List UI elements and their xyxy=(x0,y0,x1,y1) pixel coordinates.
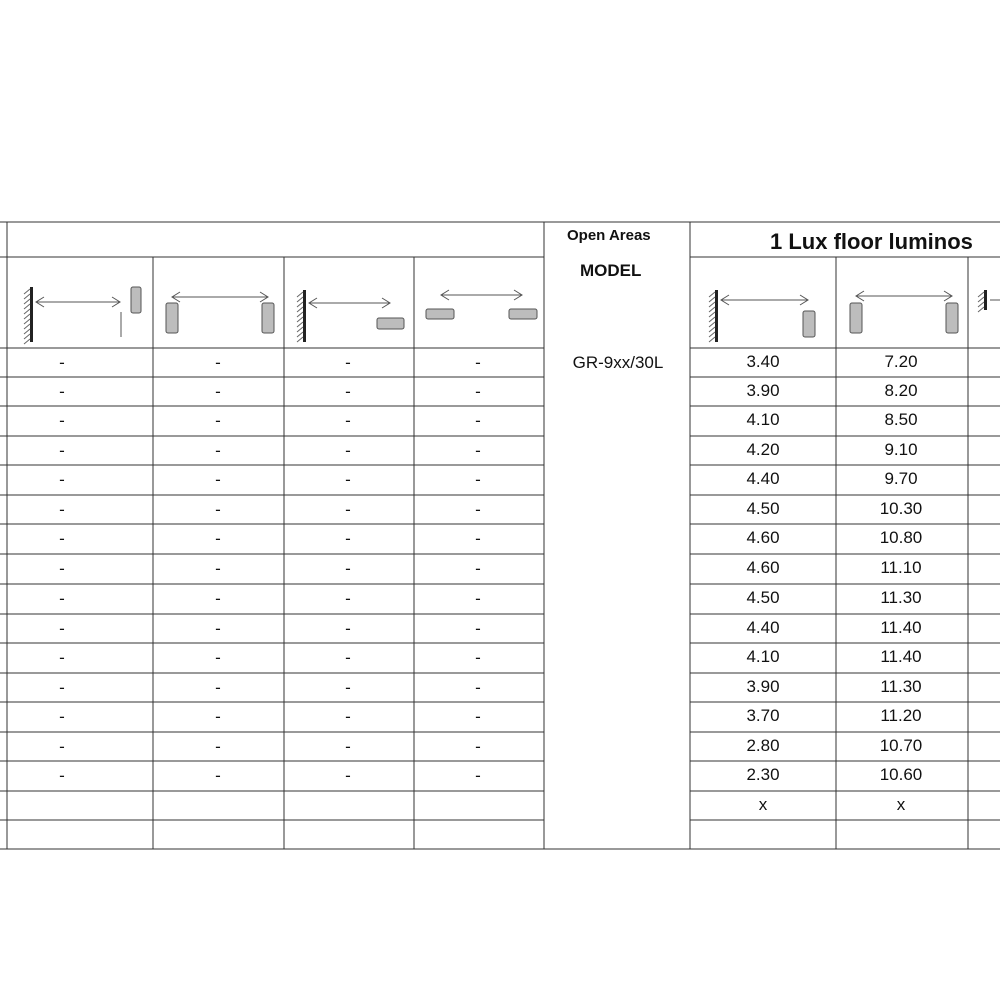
table-cell: 11.30 xyxy=(880,588,922,607)
table-cell: 2.30 xyxy=(746,765,780,784)
table-cell: - xyxy=(345,559,351,578)
table-cell: 11.40 xyxy=(880,618,922,637)
table-cell: 3.90 xyxy=(746,677,780,696)
table-cell: - xyxy=(345,678,351,697)
wall-to-floor-sign-icon xyxy=(696,281,832,343)
table-cell: - xyxy=(475,500,481,519)
table-cell: - xyxy=(59,589,65,608)
table-cell: 4.50 xyxy=(746,499,780,518)
table-cell: - xyxy=(345,707,351,726)
table-cell: 4.40 xyxy=(746,469,780,488)
table-cell: 4.10 xyxy=(746,647,780,666)
table-cell: 11.20 xyxy=(880,706,922,725)
table-cell: 8.50 xyxy=(884,410,918,429)
table-cell: - xyxy=(345,648,351,667)
table-cell: - xyxy=(345,470,351,489)
table-cell: 11.40 xyxy=(880,647,922,666)
table-cell: 4.60 xyxy=(746,558,780,577)
table-cell: - xyxy=(215,619,221,638)
table-cell: 3.40 xyxy=(746,352,780,371)
table-cell: - xyxy=(345,353,351,372)
table-cell: 11.30 xyxy=(880,677,922,696)
table-cell: - xyxy=(59,441,65,460)
table-cell: - xyxy=(59,707,65,726)
table-cell: - xyxy=(475,589,481,608)
table-cell: - xyxy=(345,766,351,785)
table-cell: - xyxy=(475,382,481,401)
floor-sign-to-floor-sign-icon xyxy=(842,281,964,343)
table-cell: 3.70 xyxy=(746,706,780,725)
table-cell: 10.60 xyxy=(879,765,923,784)
table-cell: - xyxy=(215,500,221,519)
table-cell: x xyxy=(758,795,768,814)
table-cell: - xyxy=(215,441,221,460)
table-cell: 10.30 xyxy=(879,499,923,518)
table-cell: 10.80 xyxy=(879,528,923,547)
open-areas-label: Open Areas xyxy=(567,227,651,244)
table-cell: 4.40 xyxy=(746,618,780,637)
model-value: GR-9xx/30L xyxy=(572,353,664,372)
table-cell: - xyxy=(345,737,351,756)
table-cell: - xyxy=(59,470,65,489)
table-cell: 7.20 xyxy=(884,352,918,371)
table-cell: - xyxy=(215,589,221,608)
table-cell: - xyxy=(59,382,65,401)
table-cell: - xyxy=(215,766,221,785)
table-cell: 3.90 xyxy=(746,381,780,400)
table-cell: 8.20 xyxy=(884,381,918,400)
lux-title: 1 Lux floor luminos xyxy=(770,229,973,254)
table-cell: 11.10 xyxy=(880,558,922,577)
ceiling-to-ceiling-sign-icon xyxy=(420,281,540,343)
table-cell: - xyxy=(345,382,351,401)
table-cell: - xyxy=(59,559,65,578)
table-cell: - xyxy=(59,353,65,372)
table-cell: - xyxy=(59,529,65,548)
table-cell: 10.70 xyxy=(879,736,923,755)
table-cell: - xyxy=(215,411,221,430)
table-cell: - xyxy=(345,500,351,519)
table-cell: 2.80 xyxy=(746,736,780,755)
table-cell: - xyxy=(345,411,351,430)
table-cell: - xyxy=(475,559,481,578)
table-cell: - xyxy=(345,589,351,608)
table-cell: - xyxy=(59,766,65,785)
table-cell: - xyxy=(59,619,65,638)
table-cell: - xyxy=(475,353,481,372)
table-cell: 9.70 xyxy=(884,469,918,488)
table-cell: - xyxy=(215,353,221,372)
table-cell: - xyxy=(345,441,351,460)
table-cell: - xyxy=(59,500,65,519)
table-cell: - xyxy=(475,411,481,430)
table-cell: - xyxy=(345,529,351,548)
table-cell: - xyxy=(215,707,221,726)
table-cell: - xyxy=(475,529,481,548)
partial-wall-icon xyxy=(972,281,1000,343)
sign-to-sign-icon xyxy=(160,281,280,343)
table-cell: 4.20 xyxy=(746,440,780,459)
table-cell: 4.60 xyxy=(746,528,780,547)
table-cell: - xyxy=(59,411,65,430)
table-cell: - xyxy=(215,382,221,401)
table-cell: - xyxy=(215,648,221,667)
table-cell: - xyxy=(59,648,65,667)
table-cell: x xyxy=(896,795,906,814)
table-cell: - xyxy=(215,678,221,697)
table-cell: - xyxy=(475,766,481,785)
table-cell: - xyxy=(215,559,221,578)
table-cell: - xyxy=(215,470,221,489)
table-cell: - xyxy=(475,470,481,489)
table-cell: - xyxy=(215,529,221,548)
model-header: MODEL xyxy=(580,261,642,280)
table-cell: - xyxy=(475,737,481,756)
table-cell: - xyxy=(215,737,221,756)
table-cell: - xyxy=(59,678,65,697)
table-cell: - xyxy=(475,707,481,726)
wall-to-sign-icon xyxy=(14,281,150,343)
table-cell: - xyxy=(475,678,481,697)
table-cell: - xyxy=(475,441,481,460)
wall-to-ceiling-sign-icon xyxy=(290,281,410,343)
table-cell: - xyxy=(475,619,481,638)
table-cell: - xyxy=(475,648,481,667)
table-cell: 4.10 xyxy=(746,410,780,429)
table-cell: - xyxy=(59,737,65,756)
table-cell: 9.10 xyxy=(884,440,918,459)
table-cell: - xyxy=(345,619,351,638)
table-cell: 4.50 xyxy=(746,588,780,607)
